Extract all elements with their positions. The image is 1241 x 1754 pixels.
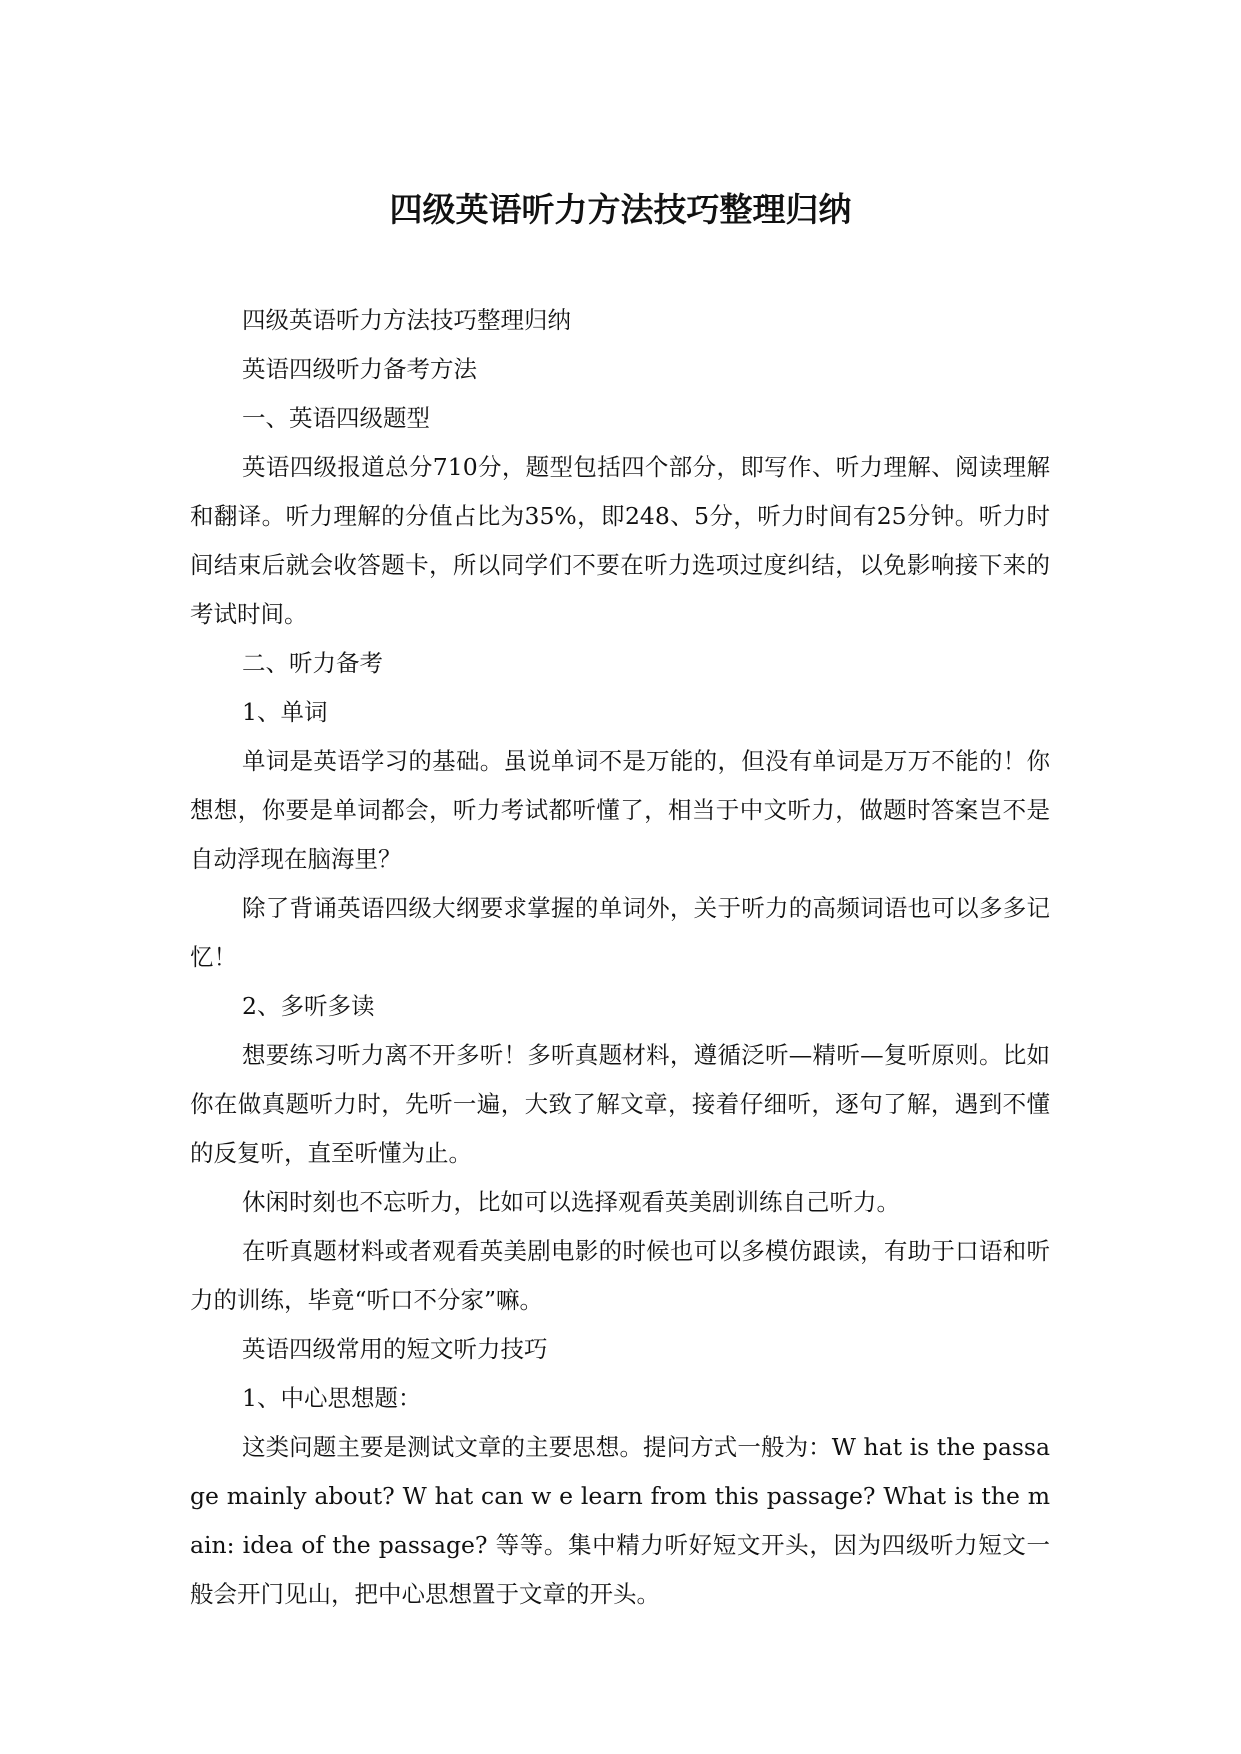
paragraph: 四级英语听力方法技巧整理归纳 — [242, 306, 571, 334]
subsection-heading: 1、中心思想题： — [242, 1384, 422, 1412]
paragraph: 英语四级报道总分710分，题型包括四个部分，即写作、听力理解、阅读理解和翻译。听力理解的分值占比为35%，即248、5分，听力时间有25分钟。听力时间结束后就会收答题卡，所以同学们不要在听力选项过度纠结，以免影响接下来的考试时间。 — [190, 453, 1050, 628]
section-heading: 二、听力备考 — [242, 649, 383, 677]
section-heading: 一、英语四级题型 — [242, 404, 430, 432]
document-title: 四级英语听力方法技巧整理归纳 — [389, 190, 852, 229]
section-heading: 英语四级常用的短文听力技巧 — [242, 1335, 548, 1363]
paragraph: 这类问题主要是测试文章的主要思想。提问方式一般为：W hat is the passage mainly about? W hat can w e learn from this passage? What is the main: idea of the passage? 等等。集中精力听好短文开头，因为四级听力短文一般会开门见山，把中心思想置于文章的开头。 — [190, 1433, 1050, 1608]
paragraph: 休闲时刻也不忘听力，比如可以选择观看英美剧训练自己听力。 — [242, 1188, 900, 1216]
paragraph: 单词是英语学习的基础。虽说单词不是万能的，但没有单词是万万不能的！你想想，你要是单词都会，听力考试都听懂了，相当于中文听力，做题时答案岂不是自动浮现在脑海里？ — [190, 747, 1050, 873]
paragraph: 英语四级听力备考方法 — [242, 355, 477, 383]
subsection-heading: 1、单词 — [242, 698, 328, 726]
paragraph: 想要练习听力离不开多听！多听真题材料，遵循泛听—精听—复听原则。比如你在做真题听力时，先听一遍，大致了解文章，接着仔细听，逐句了解，遇到不懂的反复听，直至听懂为止。 — [190, 1041, 1050, 1167]
document-body — [190, 296, 1050, 1619]
subsection-heading: 2、多听多读 — [242, 992, 375, 1020]
paragraph: 在听真题材料或者观看英美剧电影的时候也可以多模仿跟读，有助于口语和听力的训练，毕竟“听口不分家”嘛。 — [190, 1237, 1050, 1314]
paragraph: 除了背诵英语四级大纲要求掌握的单词外，关于听力的高频词语也可以多多记忆！ — [190, 894, 1050, 971]
